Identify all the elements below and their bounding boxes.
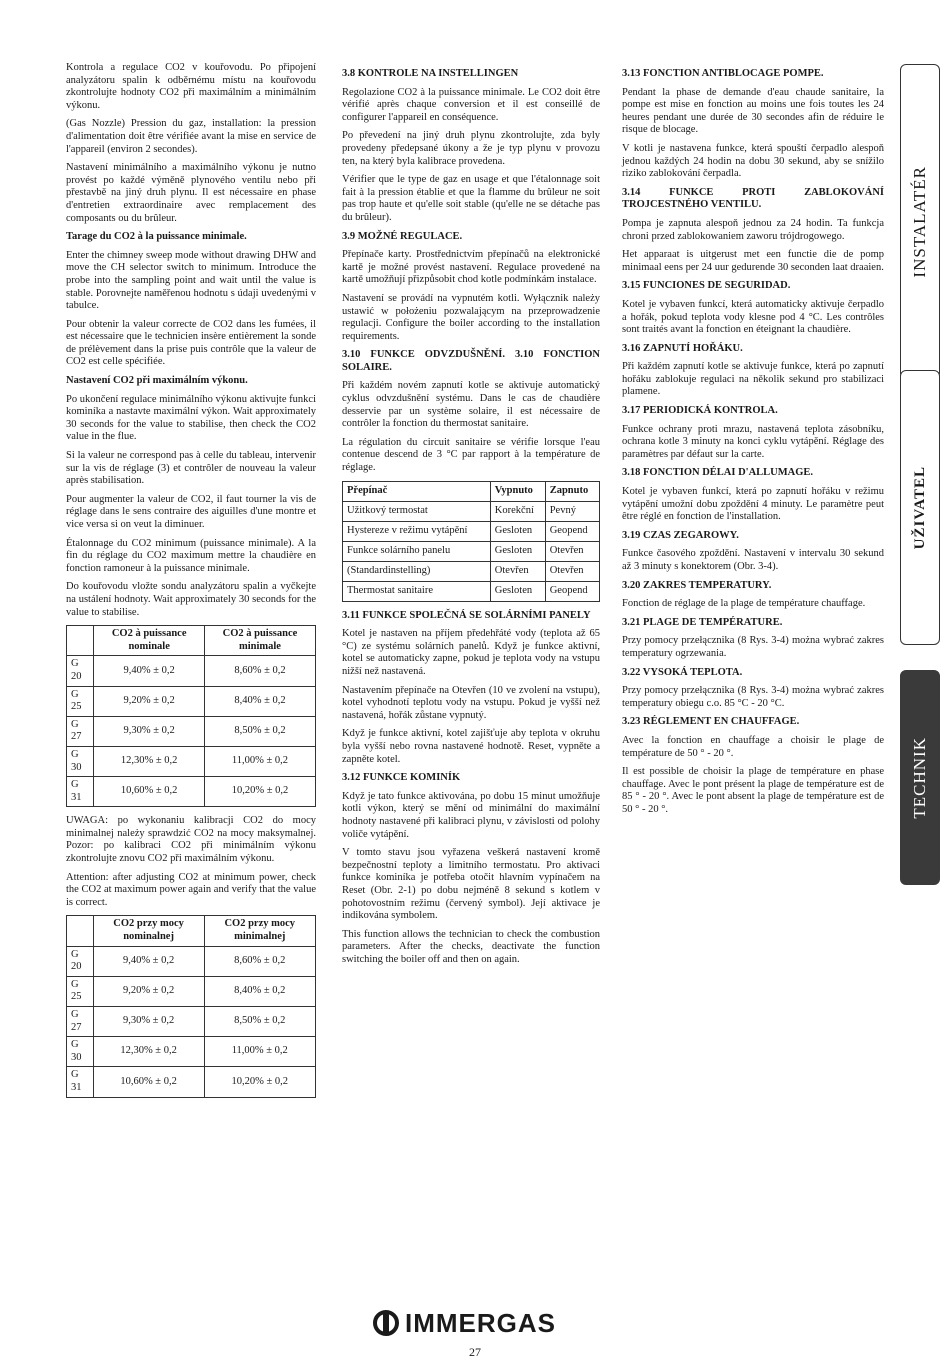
section-heading: 3.10 FUNKCE ODVZDUŠNĚNÍ. 3.10 FONCTION SOLAIRE. (342, 349, 600, 373)
paragraph: Przy pomocy przełącznika (8 Rys. 3-4) można wybrać zakres temperatury obiegu c.o. 85 °C - 20 °C. (622, 685, 884, 709)
paragraph: Vérifier que le type de gaz en usage et que l'étalonnage soit fait à la pression établie et que la flamme du brûleur ne soit pas trop haute et qu'elle soit stable (qu'elle ne se détache pas du brûleur). (342, 174, 600, 223)
table-cell: (Standardinstelling) (343, 561, 491, 581)
paragraph: Kotel je vybaven funkcí, která po zapnutí hořáku v režimu vytápění umožní dobu zpoždění 4 minuty. Le paramètre peut être réglé en fonction de l'installation. (622, 486, 884, 523)
paragraph: Když je funkce aktivní, kotel zajišťuje aby teplota v okruhu byla vyšší nebo rovna nastavené hodnotě. Reset, vypněte a zapněte kotel. (342, 728, 600, 765)
tab-installer[interactable] (900, 64, 940, 379)
table-cell: 10,20% ± 0,2 (204, 1067, 315, 1097)
table-cell: 8,40% ± 0,2 (204, 976, 315, 1006)
paragraph: Het apparaat is uitgerust met een functie die de pomp minimaal eens per 24 uur gedurende 30 seconden laat draaien. (622, 249, 884, 273)
paragraph: Funkce časového zpoždění. Nastavení v intervalu 30 sekund až 3 minuty s konektorem (Obr. 3-4). (622, 548, 884, 572)
table-row (67, 946, 316, 976)
table-cell: G 27 (67, 716, 94, 746)
table-header-cell: CO2 à puissance nominale (94, 626, 205, 656)
table-row (67, 777, 316, 807)
table-row (67, 1007, 316, 1037)
paragraph: Kontrola a regulace CO2 v kouřovodu. Po připojení analyzátoru spalin k odběrnému místu na kouřovodu zkontrolujte hodnoty CO2 při maximálním a minimálním výkonu. (66, 62, 316, 111)
table-cell: Otevřen (545, 541, 599, 561)
table-header-cell: Zapnuto (545, 481, 599, 501)
paragraph: Když je tato funkce aktivována, po dobu 15 minut umožňuje kotli výkon, který se mění od minimální do maximální hodnoty nastavené při kalibraci plynu, v závislosti od polohy voliče vytápění. (342, 790, 600, 840)
table-header-row (343, 481, 600, 501)
table-cell: Korekční (490, 501, 545, 521)
table-cell: G 30 (67, 746, 94, 776)
table-header-cell: Přepínač (343, 481, 491, 501)
tab-technician-label: TECHNIK (910, 736, 929, 819)
table-header-row (67, 916, 316, 946)
table-cell: 8,60% ± 0,2 (204, 946, 315, 976)
section-heading: 3.12 FUNKCE KOMINÍK (342, 772, 461, 784)
paragraph: Przy pomocy przełącznika (8 Rys. 3-4) można wybrać zakres temperatury ogrzewania. (622, 635, 884, 659)
page-number: 27 (469, 1345, 481, 1359)
paragraph: Přepínače karty. Prostřednictvím přepínačů na elektronické kartě je možné provést nastavení. Regulace provedené na kartě umožňují přizpůsobit chod kotle podmínkám instalace. (342, 249, 600, 286)
section-heading: 3.14 FUNKCE PROTI ZABLOKOVÁNÍ TROJCESTNÉHO VENTILU. (622, 186, 884, 211)
paragraph: Regolazione CO2 à la puissance minimale. Le CO2 doit être vérifié après chaque conversion et il est conseillé de configurer l'appareil en conséquence. (342, 86, 600, 123)
table-cell: 8,50% ± 0,2 (204, 716, 315, 746)
section-heading: 3.15 FUNCIONES DE SEGURIDAD. (622, 280, 791, 292)
table-cell: Funkce solárního panelu (343, 541, 491, 561)
table-cell: 10,60% ± 0,2 (94, 777, 205, 807)
table-cell: 9,40% ± 0,2 (94, 656, 205, 686)
text-column-2 (342, 62, 600, 1272)
switch-settings-table (342, 481, 600, 602)
table-header-cell (67, 916, 94, 946)
paragraph: Pour augmenter la valeur de CO2, il faut tourner la vis de réglage dans le sens contraire des aiguilles d'une montre et vice versa si on veut la diminuer. (66, 493, 316, 530)
table-cell: Geopend (545, 521, 599, 541)
paragraph: Pendant la phase de demande d'eau chaude sanitaire, la pompe est mise en fonction au moins une fois toutes les 24 heures pendant une durée de 30 secondes afin de réduire le risque de blocage. (622, 86, 884, 136)
table-cell: G 25 (67, 686, 94, 716)
paragraph: This function allows the technician to check the combustion parameters. After the checks, deactivate the function switching the boiler off and then on again. (342, 928, 600, 965)
paragraph: Si la valeur ne correspond pas à celle du tableau, intervenir sur la vis de réglage (3) et contrôler de nouveau la valeur après stabilisation. (66, 450, 316, 487)
paragraph: Do kouřovodu vložte sondu analyzátoru spalin a vyčkejte na ustálení hodnoty. Wait approximately 30 seconds for the value to stabilise. (66, 581, 316, 618)
co2-gas-table (66, 625, 316, 807)
paragraph: Avec la fonction en chauffage a choisir le plage de température de 50 ° - 20 °. (622, 734, 884, 759)
table-cell: 10,60% ± 0,2 (93, 1067, 204, 1097)
table-cell: 8,40% ± 0,2 (204, 686, 315, 716)
tab-user-label: UŽIVATEL (911, 465, 928, 550)
paragraph: Nastavení minimálního a maximálního výkonu je nutno provést po každé výměně plynového ventilu nebo při přestavbě na jiný druh plynu. Il est nécessaire en phase d'entretien extraordinaire avec remplacement des composants ou du brûleur. (66, 162, 316, 224)
table-cell: Geopend (545, 581, 599, 601)
section-heading: 3.13 FONCTION ANTIBLOCAGE POMPE. (622, 68, 824, 79)
section-heading: 3.17 PERIODICKÁ KONTROLA. (622, 405, 778, 417)
table-row (67, 656, 316, 686)
paragraph: V tomto stavu jsou vyřazena veškerá nastavení kromě bezpečnostní teploty a limitního termostatu. Pro aktivaci funkce kominíka je potřeba otočit hlavním vypínačem na Reset (Obr. 2-1) po dobu nejméně 8 sekund s kotlem v pohotovostním režimu (červený symbol). Její aktivace je indikována symbolem. (342, 847, 600, 922)
table-cell: G 31 (67, 1067, 94, 1097)
table-header-cell: CO2 à puissance minimale (204, 626, 315, 656)
table-cell: G 27 (67, 1007, 94, 1037)
section-heading: 3.9 MOŽNÉ REGULACE. (342, 230, 463, 242)
table-row (67, 716, 316, 746)
paragraph: Při každém novém zapnutí kotle se aktivuje automatický cyklus odvzdušnění systému. Dans le cas de chaudière desservie par un système solaire, il est nécessaire de contrôler la fonction du thermostat sanitaire. (342, 380, 600, 430)
table-cell: 11,00% ± 0,2 (204, 1037, 315, 1067)
paragraph: Fonction de réglage de la plage de température chauffage. (622, 598, 866, 610)
table-cell: Otevřen (545, 561, 599, 581)
paragraph: Při každém zapnutí kotle se aktivuje funkce, která po zapnutí hořáku zablokuje regulaci na několik sekund pro stabilizaci plamene. (622, 361, 884, 398)
table-header-cell: Vypnuto (490, 481, 545, 501)
table-cell: G 25 (67, 976, 94, 1006)
paragraph: Po převedení na jiný druh plynu zkontrolujte, zda byly provedeny předepsané úkony a že je typ plynu v provozu ten, na který byla kalibrace provedena. (342, 130, 600, 167)
paragraph: Funkce ochrany proti mrazu, nastavená teplota zásobníku, ochrana kotle 3 minuty na konci cyklu vytápění. Réglage des paramètres par défaut sur la carte. (622, 423, 884, 460)
table-cell: Thermostat sanitaire (343, 581, 491, 601)
section-heading: 3.22 VYSOKÁ TEPLOTA. (622, 666, 743, 678)
table-cell: 8,60% ± 0,2 (204, 656, 315, 686)
paragraph: Kotel je nastaven na příjem předehřáté vody (teplota až 65 °C) ze systému solárních panelů. Když je funkce aktivní, kotel se automaticky zapne, pokud je teplota vody na vstupu nižší než nastavená. (342, 628, 600, 677)
paragraph: Il est possible de choisir la plage de température en phase chauffage. Avec le pont présent la plage de température est de 85 ° - 20 °. Avec le pont absent la plage de température est de 50 ° - 20 °. (622, 766, 884, 815)
paragraph: Pour obtenir la valeur correcte de CO2 dans les fumées, il est nécessaire que le technicien insère entièrement la sonde de prélèvement dans la prise puis contrôle que la valeur de CO2 est celle spécifiée. (66, 318, 316, 368)
table-cell: G 30 (67, 1037, 94, 1067)
table-row (67, 686, 316, 716)
section-heading: 3.21 PLAGE DE TEMPÉRATURE. (622, 616, 783, 628)
table-cell: Gesloten (490, 541, 545, 561)
paragraph: Po ukončení regulace minimálního výkonu aktivujte funkci kominíka a nastavte maximální výkon. Wait approximately 30 seconds for the value to stabilise, then check the CO2 value in the flue. (66, 393, 316, 443)
paragraph: Étalonnage du CO2 minimum (puissance minimale). A la fin du réglage du CO2 maximum mettre la chaudière en fonction ramoneur à la puissance minimale. (66, 537, 316, 574)
paragraph: Attention: after adjusting CO2 at minimum power, check the CO2 at maximum power again and verify that the value is correct. (66, 871, 316, 908)
paragraph: Kotel je vybaven funkcí, která automaticky aktivuje čerpadlo a hořák, pokud teplota vody klesne pod 4 °C. Les contrôles sont traités avant la fonction en éteignant la chaudière. (622, 298, 884, 336)
text-column-3 (622, 62, 884, 815)
paragraph: Pompa je zapnuta alespoň jednou za 24 hodin. Ta funkcja chroni przed zablokowaniem zaworu trójdrogowego. (622, 217, 884, 242)
table-cell: 9,30% ± 0,2 (94, 716, 205, 746)
section-heading: 3.20 ZAKRES TEMPERATURY. (622, 579, 772, 591)
table-cell: 8,50% ± 0,2 (204, 1007, 315, 1037)
table-cell: 9,30% ± 0,2 (93, 1007, 204, 1037)
paragraph: La régulation du circuit sanitaire se vérifie lorsque l'eau contenue descend de 3 °C par rapport à la température de réglage. (342, 436, 600, 474)
table-header-cell (67, 626, 94, 656)
brand-name: IMMERGAS (405, 1307, 556, 1338)
table-row (343, 501, 600, 521)
table-cell: Užitkový termostat (343, 501, 491, 521)
paragraph: Nastavení se provádí na vypnutém kotli. Wyłącznik należy ustawić w położeniu pozwalającym na przeprowadzenie regulacji. Configure the boiler according to the installation requirements. (342, 292, 600, 342)
table-cell: Hystereze v režimu vytápění (343, 521, 491, 541)
text-column-1 (66, 62, 316, 1242)
table-header-row (67, 626, 316, 656)
paragraph: V kotli je nastavena funkce, která spouští čerpadlo alespoň jednou každých 24 hodin na dobu 30 sekund, aby se snížilo riziko zablokování čerpadla. (622, 142, 884, 180)
section-heading: 3.11 FUNKCE SPOLEČNÁ SE SOLÁRNÍMI PANELY (342, 609, 591, 621)
paragraph: (Gas Nozzle) Pression du gaz, installation: la pression d'alimentation doit être vérifiée avant la mise en service de l'appareil (environ 2 secondes). (66, 118, 316, 155)
section-heading: 3.23 RÉGLEMENT EN CHAUFFAGE. (622, 716, 800, 728)
table-header-cell: CO2 przy mocy nominalnej (93, 916, 204, 946)
section-heading: Nastavení CO2 při maximálním výkonu. (66, 375, 248, 387)
section-heading: 3.18 FONCTION DÉLAI D'ALLUMAGE. (622, 467, 814, 479)
brand-logo (373, 1306, 583, 1340)
brand-mark-icon (373, 1310, 399, 1336)
paragraph: Enter the chimney sweep mode without drawing DHW and move the CH selector switch to minimum. Introduce the probe into the sampling point and wait until the value is stable. Porovnejte naměřenou hodnotu s údaji uvedenými v tabulce. (66, 249, 316, 312)
table-row (343, 581, 600, 601)
table-row (343, 521, 600, 541)
table-header-cell: CO2 przy mocy minimalnej (204, 916, 315, 946)
table-row (343, 541, 600, 561)
table-cell: Otevřen (490, 561, 545, 581)
section-heading: 3.8 KONTROLE NA INSTELLINGEN (342, 68, 519, 79)
table-cell: 11,00% ± 0,2 (204, 746, 315, 776)
table-cell: G 20 (67, 656, 94, 686)
co2-gas-table-2 (66, 915, 316, 1097)
paragraph: UWAGA: po wykonaniu kalibracji CO2 do mocy minimalnej należy sprawdzić CO2 na mocy maksymalnej. Pozor: po kalibraci CO2 při minimálním výkonu zkontrolujte znovu CO2 při maximálním výkonu. (66, 815, 316, 865)
table-row (67, 1037, 316, 1067)
table-cell: Gesloten (490, 581, 545, 601)
table-row (343, 561, 600, 581)
table-cell: 12,30% ± 0,2 (94, 746, 205, 776)
table-row (67, 746, 316, 776)
tab-installer-label: INSTALATÉR (910, 165, 929, 278)
table-cell: 9,20% ± 0,2 (94, 686, 205, 716)
table-cell: G 31 (67, 777, 94, 807)
table-cell: 10,20% ± 0,2 (204, 777, 315, 807)
table-cell: 12,30% ± 0,2 (93, 1037, 204, 1067)
section-heading: Tarage du CO2 à la puissance minimale. (66, 231, 247, 243)
table-row (67, 976, 316, 1006)
table-cell: G 20 (67, 946, 94, 976)
tab-technician[interactable] (900, 670, 940, 885)
table-row (67, 1067, 316, 1097)
section-heading: 3.19 CZAS ZEGAROWY. (622, 529, 739, 541)
table-cell: 9,20% ± 0,2 (93, 976, 204, 1006)
section-heading: 3.16 ZAPNUTÍ HOŘÁKU. (622, 342, 743, 354)
paragraph: Nastavením přepínače na Otevřen (10 ve zvolení na vstupu), kotel vyhodnotí teplotu vody na vstupu. Pokud je vyšší než nastavená, hořák zůstane vypnutý. (342, 684, 600, 721)
table-cell: Pevný (545, 501, 599, 521)
table-cell: 9,40% ± 0,2 (93, 946, 204, 976)
table-cell: Gesloten (490, 521, 545, 541)
tab-user[interactable] (900, 370, 940, 645)
